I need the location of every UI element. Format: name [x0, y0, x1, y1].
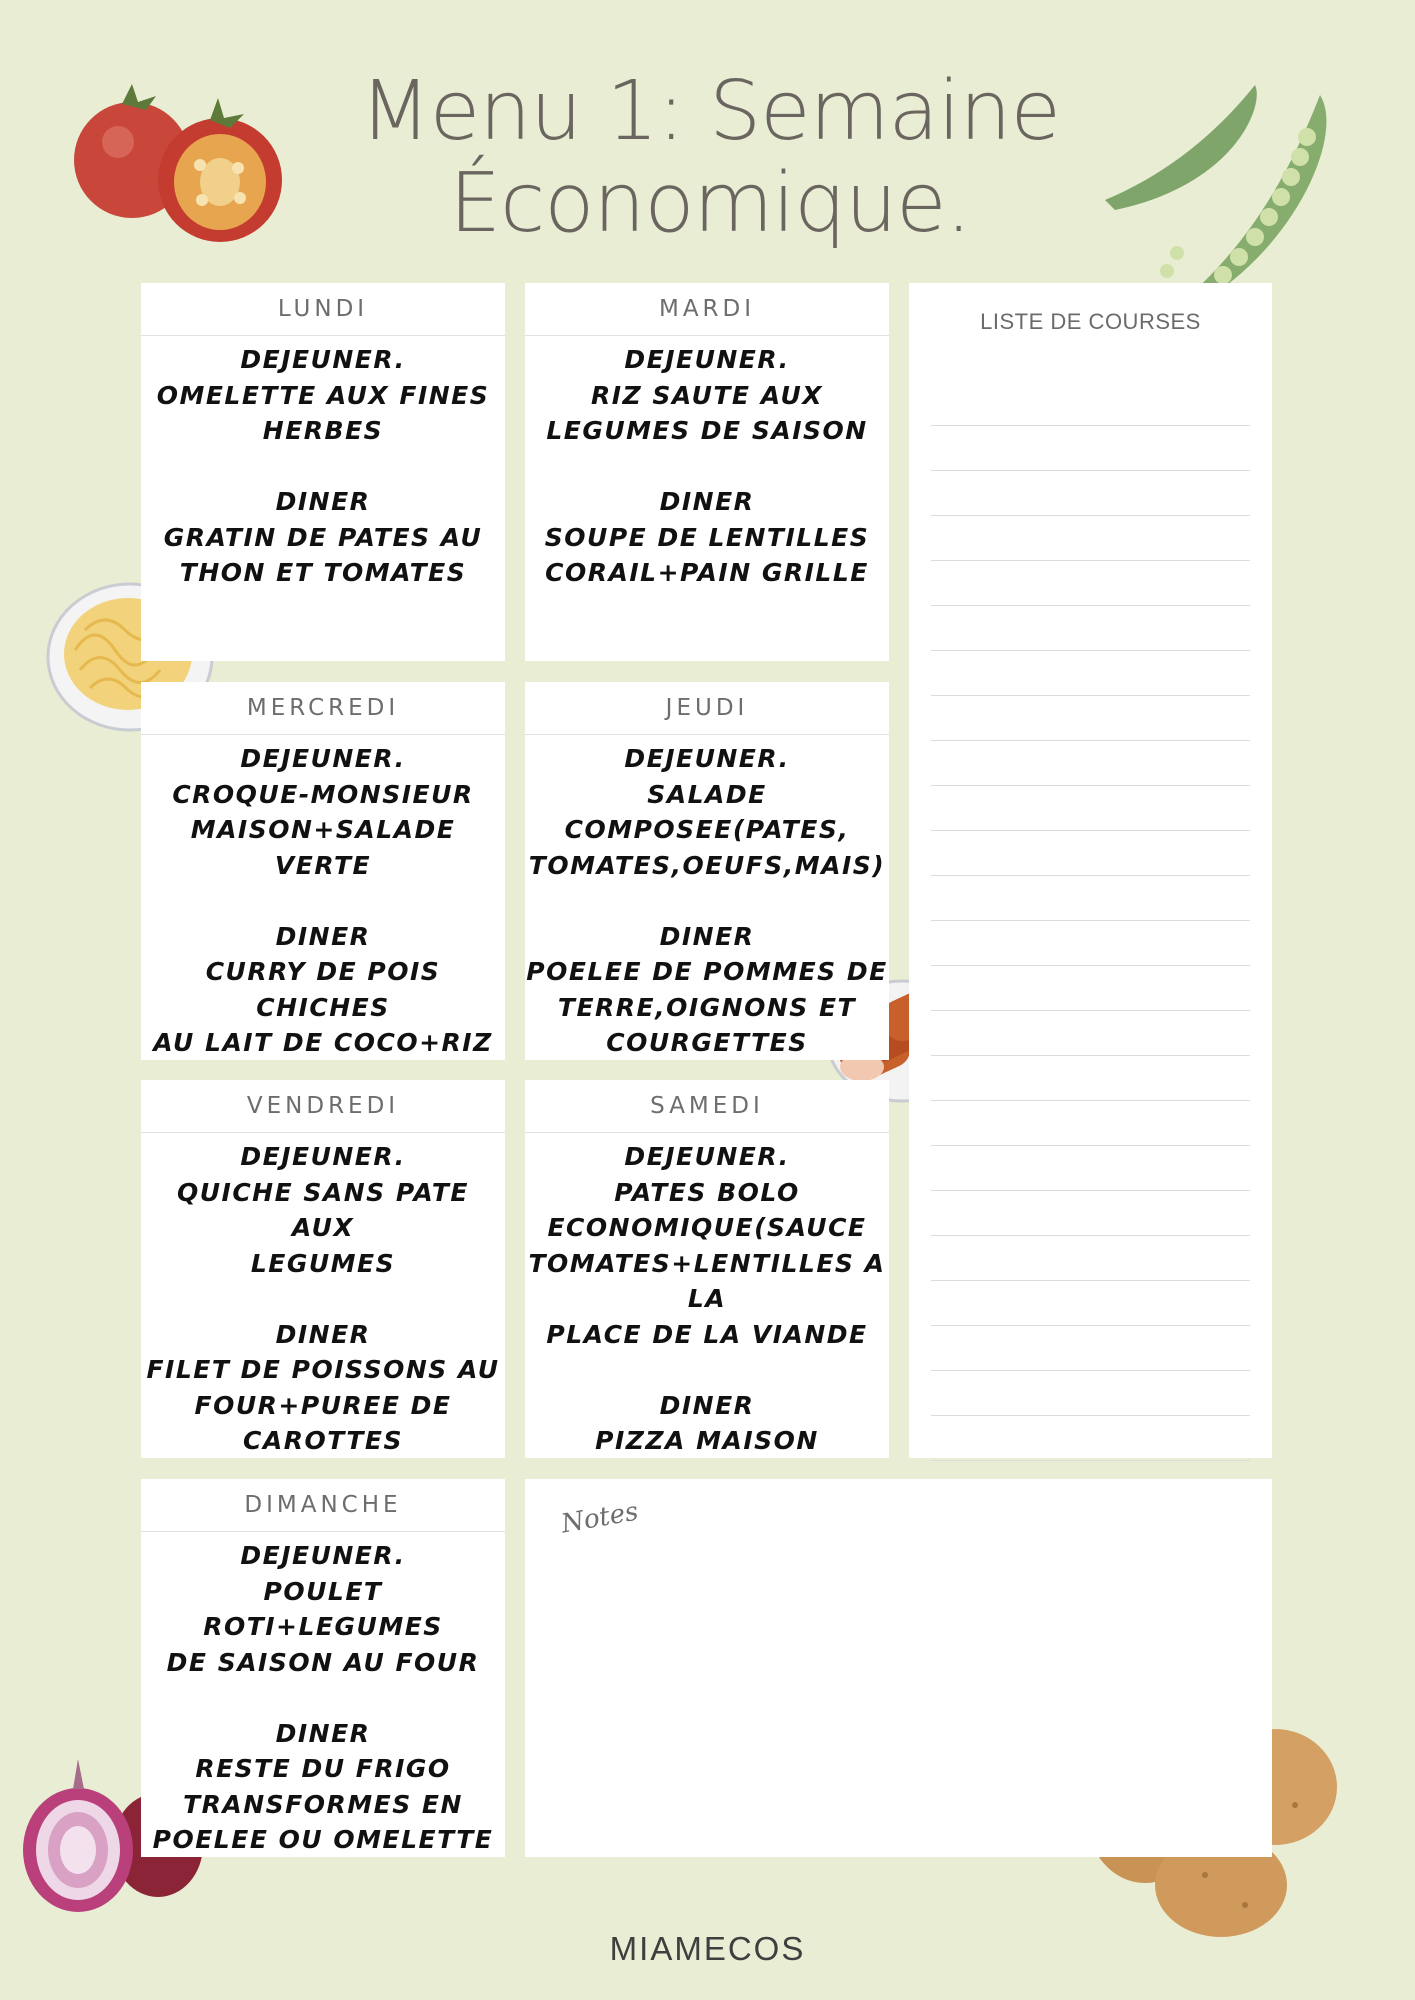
day-menu — [525, 1133, 889, 1459]
dinner-line: TRANSFORMES EN — [183, 1789, 463, 1819]
lunch-line: LEGUMES DE SAISON — [546, 416, 868, 445]
day-name: MERCREDI — [141, 682, 505, 735]
day-card-lundi — [141, 283, 505, 661]
dinner-line: DINER — [275, 487, 371, 516]
day-name: VENDREDI — [141, 1080, 505, 1133]
lunch-line: DEJEUNER. — [624, 1142, 790, 1171]
dinner-line: PIZZA MAISON — [595, 1426, 819, 1455]
lunch-line: TOMATES,OEUFS,MAIS) — [528, 850, 886, 880]
dinner-line: THON ET TOMATES — [179, 558, 467, 587]
dinner-line: GRATIN DE PATES AU — [163, 522, 483, 552]
lunch-line: PATES BOLO — [614, 1177, 800, 1207]
lunch-line: POULET ROTI+LEGUMES — [203, 1576, 443, 1641]
dinner-line: CORAIL+PAIN GRILLE — [545, 558, 869, 587]
day-menu — [141, 336, 505, 591]
lunch-line: LEGUMES — [250, 1248, 396, 1278]
dinner-line: POELEE OU OMELETTE — [152, 1825, 494, 1854]
dinner-line: COURGETTES — [606, 1028, 808, 1057]
dinner-line: TERRE,OIGNONS ET — [557, 992, 857, 1022]
day-menu — [141, 1532, 505, 1858]
page-title-line1: Menu 1: Semaine — [360, 64, 1060, 159]
lunch-line: RIZ SAUTE AUX — [590, 380, 824, 410]
tomato-illustration — [70, 70, 290, 250]
lunch-line: DEJEUNER. — [240, 744, 406, 773]
lunch-line: DE SAISON AU FOUR — [166, 1647, 480, 1677]
lunch-line: OMELETTE AUX FINES — [156, 380, 490, 410]
day-menu — [141, 735, 505, 1061]
day-card-dimanche — [141, 1479, 505, 1857]
peas-illustration — [1095, 75, 1365, 300]
lunch-line: DEJEUNER. — [624, 345, 790, 374]
lunch-line: DEJEUNER. — [624, 744, 790, 773]
dinner-line: RESTE DU FRIGO — [195, 1754, 451, 1783]
day-name: DIMANCHE — [141, 1479, 505, 1532]
lunch-line: TOMATES+LENTILLES A LA — [528, 1248, 886, 1313]
brand-footer: MIAMECOS — [609, 1930, 806, 1967]
page-title — [330, 66, 1090, 250]
day-menu — [525, 336, 889, 591]
dinner-line: DINER — [275, 1319, 371, 1349]
lunch-line: COMPOSEE(PATES, — [564, 815, 850, 844]
day-card-vendredi — [141, 1080, 505, 1458]
notes-label: Notes — [558, 1496, 641, 1540]
lunch-line: QUICHE SANS PATE AUX — [176, 1177, 469, 1242]
dinner-line: CAROTTES — [243, 1426, 403, 1455]
dinner-line: FOUR+PUREE DE — [194, 1390, 452, 1420]
lunch-line: CROQUE-MONSIEUR — [172, 779, 474, 809]
shopping-list-lines[interactable] — [931, 381, 1250, 1461]
lunch-line: PLACE DE LA VIANDE — [546, 1319, 868, 1349]
lunch-line: SALADE — [647, 779, 767, 809]
day-card-mercredi — [141, 682, 505, 1060]
lunch-line: DEJEUNER. — [240, 1142, 406, 1171]
lunch-line: DEJEUNER. — [240, 1541, 406, 1570]
day-card-jeudi — [525, 682, 889, 1060]
page-title-line2: Économique. — [449, 156, 971, 251]
dinner-line: DINER — [659, 921, 755, 951]
day-menu — [525, 735, 889, 1061]
lunch-line: MAISON+SALADE VERTE — [190, 815, 456, 880]
dinner-line: SOUPE DE LENTILLES — [544, 522, 870, 552]
shopping-list-title: LISTE DE COURSES — [980, 309, 1201, 334]
day-name: SAMEDI — [525, 1080, 889, 1133]
dinner-line: DINER — [275, 921, 371, 951]
day-menu — [141, 1133, 505, 1459]
dinner-line: FILET DE POISSONS AU — [146, 1355, 500, 1384]
dinner-line: DINER — [659, 487, 755, 516]
lunch-line: ECONOMIQUE(SAUCE — [547, 1213, 867, 1242]
dinner-line: POELEE DE POMMES DE — [526, 957, 888, 986]
day-card-samedi — [525, 1080, 889, 1458]
notes-card[interactable] — [525, 1479, 1272, 1857]
day-name: MARDI — [525, 283, 889, 336]
lunch-line: HERBES — [262, 416, 384, 445]
day-name: JEUDI — [525, 682, 889, 735]
dinner-line: DINER — [659, 1390, 755, 1420]
lunch-line: DEJEUNER. — [240, 345, 406, 374]
dinner-line: CURRY DE POIS CHICHES — [205, 957, 441, 1022]
dinner-line: DINER — [275, 1718, 371, 1748]
shopping-list-card — [909, 283, 1272, 1458]
day-card-mardi — [525, 283, 889, 661]
dinner-line: AU LAIT DE COCO+RIZ — [153, 1028, 493, 1057]
day-name: LUNDI — [141, 283, 505, 336]
